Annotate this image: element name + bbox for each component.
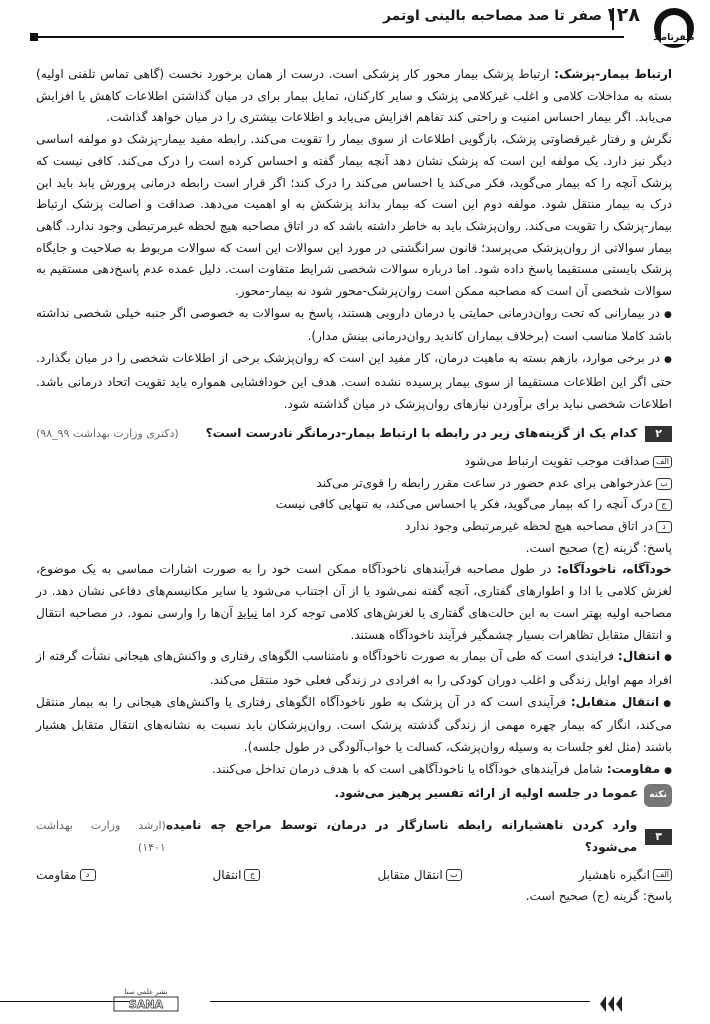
option-a (36, 451, 672, 473)
list-item: ● در برخی موارد، بازهم بسته به ماهیت درمان، کار مفید این است که روان‌پزشک برخی از اطلاعات شخصی را در میان بگذارد. حتی اگر این اطلاعات مستقیما از سوی بیمار پرسیده نشده است. هدف این خودافشایی همواره باید تقویت اتحاد درمانی باشد. اطلاعات شخصی نباید برای برآوردن نیازهای روان‌پزشک در میان گذاشته شود. (36, 348, 672, 415)
option-d (36, 516, 672, 538)
option-text: در اتاق مصاحبه هیچ لحظه غیرمرتبطی وجود ندارد (405, 519, 653, 534)
option-text: مقاومت (36, 867, 77, 882)
note-text: عموما در جلسه اولیه از ارائه تفسیر پرهیز می‌شود. (334, 785, 639, 800)
question-2-answer: پاسخ: گزینه (ج) صحیح است. (525, 540, 672, 555)
question-reference: (ارشد وزارت بهداشت ۱۴۰۱) (36, 819, 166, 854)
option-letter: د (80, 869, 96, 881)
main-content (36, 64, 672, 908)
paragraph-lead: ارتباط بیمار-پزشک: (554, 67, 672, 81)
publisher-name: نشر علمی سنا (124, 988, 168, 996)
note-badge: نکته (644, 784, 672, 808)
paragraph-lead: خودآگاه، ناخودآگاه: (556, 562, 672, 577)
definition: فرآیندی است که در آن پزشک به طور ناخودآگاه الگوهای رفتاری یا واکنش‌های هیجانی را به بیمار منتقل می‌کند، انگار که بیمار چهره مهمی از زندگی گذشته پزشک است. روان‌پزشکان باید نسبت به نشانه‌های انتقال متقابل هشیار باشند (مثل لغو جلسات به وسیله روان‌پزشک، کسالت یا خواب‌آلودگی در طول جلسه). (36, 694, 672, 755)
publisher-logo-icon (100, 986, 192, 1012)
term: مقاومت: (606, 761, 661, 776)
book-title: صفر تا صد مصاحبه بالینی اوتمر (382, 8, 602, 24)
option-letter: الف (653, 869, 672, 881)
question-number: ۲ (645, 426, 672, 442)
paragraph-text: ارتباط پزشک بیمار محور کار پزشکی است. درست از همان برخورد نخست (گاهی تماس تلفنی اولیه) بسته به مداخلات کلامی و اغلب غیرکلامی پزشک و سایر کارکنان، تمایل بیمار برای در میان گذاشتن اطلاعات کاهش یا افزایش می‌یابد. اگر بیمار احساس امنیت و راحتی کند تفاهم افزایش می‌یابد و اطلاعات بیشتری را در میان خواهد گذاشت. (36, 67, 672, 125)
option-text: عذرخواهی برای عدم حضور در ساعت مقرر رابطه را قوی‌تر می‌کند (316, 475, 653, 490)
footer-ornament-icon (598, 990, 624, 1016)
option-letter: ج (656, 499, 672, 511)
question-reference: (دکتری وزارت بهداشت ۹۹_۹۸) (36, 427, 179, 441)
term: انتقال: (617, 649, 661, 664)
list-item (36, 692, 672, 759)
page-number: ۱۲۸ (605, 4, 640, 26)
logo-text: صفرتاصد (653, 33, 695, 43)
option-text: انگیزه ناهشیار (578, 867, 651, 882)
footer-rule (210, 1001, 590, 1002)
list-item: ● در بیمارانی که تحت روان‌درمانی حمایتی یا درمان دارویی هستند، پاسخ به سوالات به خصوصی اگر جنبه خیلی شخصی نداشته باشد کاملا مناسب است (برخلاف بیماران کاندید روان‌درمانی بینش مدار). (36, 303, 672, 348)
emphasis-word: نباید (237, 605, 258, 620)
question-text: کدام یک از گزینه‌های زیر در رابطه با ارتباط بیمار-درمانگر نادرست است؟ (205, 426, 638, 441)
option-d (36, 865, 95, 887)
question-3-header (36, 815, 672, 858)
paragraph-text: آن‌ها را وارسی نمود. در مصاحبه انتقال و انتقال متقابل تظاهرات بسیار چشمگیر فرآیند ناخودآگاه هستند. (36, 605, 672, 642)
option-text: درک آنچه را که بیمار می‌گوید، فکر یا احساس می‌کند، به تنهایی کافی نیست (275, 497, 653, 512)
option-a (579, 865, 672, 887)
question-text: وارد کردن ناهشیارانه رابطه ناسازگار در درمان، توسط مراجع چه نامیده می‌شود؟ (165, 818, 638, 854)
publisher-logo-text: SANA (128, 998, 164, 1011)
option-text: صداقت موجب تقویت ارتباط می‌شود (464, 453, 651, 468)
list-item (36, 759, 672, 783)
question-3-options (36, 865, 672, 887)
option-b (377, 865, 461, 887)
question-3-answer: پاسخ: گزینه (ج) صحیح است. (525, 889, 672, 904)
book-logo-icon (648, 4, 700, 56)
page-header (0, 0, 710, 48)
question-number: ۳ (645, 829, 672, 845)
option-letter: الف (653, 456, 672, 468)
definition: شامل فرآیندهای خودآگاه یا ناخودآگاهی است که با هدف درمان تداخل می‌کنند. (212, 761, 607, 776)
option-text: انتقال (212, 867, 242, 882)
option-c (36, 494, 672, 516)
option-letter: ب (656, 478, 672, 490)
option-letter: ج (244, 869, 260, 881)
option-text: انتقال متقابل (377, 867, 443, 882)
list-item (36, 646, 672, 691)
paragraph-patient-physician (36, 64, 672, 129)
option-c (213, 865, 261, 887)
option-b (36, 473, 672, 495)
header-rule (34, 36, 624, 38)
note (36, 783, 672, 808)
option-letter: د (656, 521, 672, 533)
paragraph-unconscious (36, 559, 672, 646)
term: انتقال متقابل: (570, 694, 660, 709)
definition: فرایندی است که طی آن بیمار به صورت ناخودآگاه و نامتناسب الگوهای رفتاری و واکنش‌های هیجانی نشأت گرفته از افراد مهم اوایل زندگی و اغلب دوران کودکی را به افرادی در زندگی فعلی خود منتقل می‌کند. (36, 649, 672, 687)
paragraph-attitude: نگرش و رفتار غیرقضاوتی پزشک، بازگویی اطلاعات از سوی بیمار را تقویت می‌کند. رابطه مفید بیمار-پزشک دو مولفه اساسی دیگر نیز دارد. یک مولفه این است که پزشک نشان دهد آنچه بیمار گفته و احساس کرده است را درک می‌کند. کافی نیست که پزشک آنچه را که بیمار می‌گوید، فکر می‌کند یا احساس می‌کند را درک کند؛ اگر قرار است رابطه درمانی پرورش یابد باید این درک به بیمار منتقل شود. مولفه دوم این است که بیمار بداند پزشکش به او اهمیت می‌دهد. صداقت و اصالت پزشک ارتباط بیمار-پزشک را تقویت می‌کند. روان‌پزشک باید به خاطر داشته باشد که در اتاق مصاحبه هیچ لحظه غیرمرتبطی وجود ندارد. گاهی بیمار سوالاتی از روان‌پزشک می‌پرسد؛ قانون سرانگشتی در مورد این سوالات این است که سوالات مربوط به صلاحیت و جایگاه پزشک بایستی مستقیما پاسخ داده شود. اما درباره سوالات شخصی شرایط متفاوت است. دلیل عمده عدم پاسخ‌دهی مستقیم به سوالات شخصی آن است که مصاحبه ممکن است روان‌پزشک-محور شود نه بیمار-محور. (36, 132, 672, 299)
question-2-header (36, 423, 672, 445)
paragraph-text: در طول مصاحبه فرآیندهای ناخودآگاه ممکن است خود را به صورت اشارات مماسی به یک موضوع، لغزش کلامی یا ادا و اطوارهای گفتاری، آنچه گفته نمی‌شود یا از آن اجتناب می‌شود یا سایر مکانیسم‌های دفاعی نشان دهد. در مصاحبه اولیه بهتر است به این حالت‌های گفتاری یا لغزش‌های کلامی توجه کرد اما (36, 562, 672, 620)
option-letter: ب (446, 869, 462, 881)
